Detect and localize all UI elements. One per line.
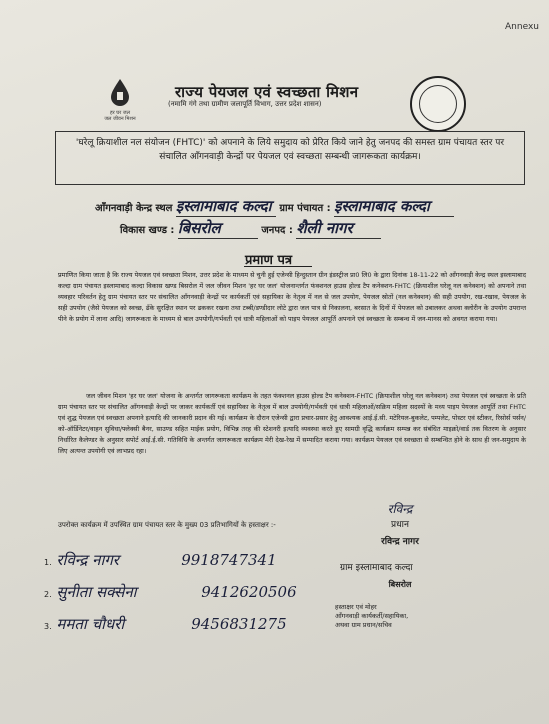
district-label: जनपद :	[261, 225, 293, 236]
anganwadi-value: इस्लामाबाद कल्दा	[176, 196, 276, 217]
certificate-paragraph-2: जल जीवन मिशन 'हर घर जल' योजना के अन्तर्गत जागरूकता कार्यक्रम के तहत फंक्शनल हाउस होल्ड टैप कनेक्शन-FHTC (क्रियाशील घरेलू नल कनेक्शन) तथा पेयजल एवं स्वच्छता के प्रति ग्राम पंचायत स्तर पर संचालित आँगनवाड़ी केन्द्रों पर जाकर कार्यकर्ती एवं सहायिका के नेतृत्व में बाल उपयोगी/गर्भवती एवं धात्री महिलाओं/सक्रिय महिला सदस्यों के मध्य पाइप पेयजल आपूर्ति तथा FHTC एवं शुद्ध पेयजल एवं स्वच्छता अपनाने इत्यादि की जानकारी प्रदान की गई। कार्यक्रम के दौरान एजेन्सी द्वारा प्रचार-प्रसार हेतु आवश्यक आई.ई.सी. मटेरियल-बुकलेट, पम्पलेट, पोस्टर एवं स्टीकर, रिसोर्स पर्सन/को-ऑर्डिनेटर/वाहन सुविधा/फ्लेक्सी बैनर, साउण्ड सहित माईक प्रयोग, विभिन्न तरह की स्टेशनरी इत्यादि व्यवस्था करते हुए सामग्री वृद्धि कार्यक्रम सम्पन्न कर संबंधित माइक्रो/वार्ड तक वितरण के अनुसार निर्धारित कैलेण्डर के अनुसार सपोर्ट आई.ई.सी. गतिविधि के अन्तर्गत जागरूकता कार्यक्रम मेरी देख-रेख में सम्पादित कराया गया। कार्यक्रम पेयजल एवं स्वच्छता से सम्बन्धित होने के साथ ही जन-समुदाय के लिए अत्यन्त उपयोगी एवं लाभप्रद रहा।	[58, 392, 527, 455]
pradhan-name: रविन्द्र नागर	[381, 537, 419, 547]
participant-number: 3.	[44, 622, 52, 631]
stamp-text: बिसरोल	[388, 580, 412, 589]
participant-number: 1.	[44, 558, 52, 567]
pradhan-role: प्रधान	[391, 520, 409, 530]
certificate-paragraph-1: प्रमाणित किया जाता है कि राज्य पेयजल एवं स्वच्छता मिशन, उत्तर प्रदेश के माध्यम से चुनी हुई एजेन्सी हिन्दुस्तान ग्रीन इंडस्ट्रीज प्रा0 लि0 के द्वारा दिनांक 18-11-22 को आँगनवाड़ी केन्द्र स्थल इस्लामाबाद कल्दा ग्राम पंचायत इस्लामाबाद कल्दा विकास खण्ड बिसरोल में जल जीवन मिशन 'हर घर जल' योजनान्तर्गत फंक्शनल हाउस होल्ड टैप कनेक्शन-FHTC (क्रियाशील घरेलू नल कनेक्शन) को अपनाने तथा व्यवहार परिवर्तन हेतु ग्राम पंचायत स्तर पर संचालित आँगनवाड़ी केन्द्रों पर कार्यकर्ती एवं सहायिका के नेतृत्व में नल से जल उपयोग, पेयजल स्रोतों (नल कनेक्शन) की सही उपयोग, रख-रखाव, पेयजल के सही उपयोग (जैसे पेयजल को स्वच्छ, ढँके सुरक्षित स्थान पर ढककर रखना तथा टब्बी/डण्डीदार लोटे द्वारा जल पात्र से निकालना, बरसात के दिनों में पेयजल को उबालकर अथवा क्लोरीन के उपयोग उपरान्त पीने के प्रयोग में लाना आदि) जागरूकता के माध्यम से बाल उपयोगी/गर्भवती एवं धात्री महिलाओं को पाइप पेयजल आपूर्ति अपनाने एवं स्वच्छता के सम्बन्ध में जन-मानस को अवगत कराया गया।	[58, 271, 526, 323]
program-title-box: 'घरेलू क्रियाशील नल संयोजन (FHTC)' को अपनाने के लिये समुदाय को प्रेरित किये जाने हेतु जनपद की समस्त ग्राम पंचायत स्तर पर संचालित आँगनवाड़ी केन्द्रों पर पेयजल एवं स्वच्छता सम्बन्धी जागरूकता कार्यक्रम।	[55, 131, 525, 185]
logo-caption: हर घर जल जल जीवन मिशन	[104, 110, 136, 122]
mission-title: राज्य पेयजल एवं स्वच्छता मिशन	[175, 83, 359, 101]
panchayat-value: इस्लामाबाद कल्दा	[334, 196, 454, 217]
heading-underline	[244, 266, 312, 267]
participant-row	[44, 582, 297, 602]
participants-intro: उपरोक्त कार्यक्रम में उपस्थित ग्राम पंचायत स्तर के मुख्य 03 प्रतिभागियों के हस्ताक्षर :-	[58, 521, 276, 529]
water-drop-icon	[109, 78, 131, 106]
anganwadi-label: आँगनवाड़ी केन्द्र स्थल	[95, 203, 173, 214]
jal-jeevan-logo	[100, 78, 140, 122]
participant-name: सुनीता सक्सेना	[56, 583, 137, 601]
participant-phone: 9918747341	[181, 551, 277, 569]
anganwadi-row	[95, 196, 454, 217]
pradhan-signature-scribble: रविन्द्र	[387, 502, 413, 516]
panchayat-label: ग्राम पंचायत :	[279, 203, 331, 214]
signature-line-1: हस्ताक्षर एवं मोहर	[335, 603, 377, 611]
signature-line-3: अथवा ग्राम प्रधान/सचिव	[335, 621, 392, 629]
pradhan-village: ग्राम इस्लामाबाद कल्दा	[340, 563, 413, 573]
participant-name: रविन्द्र नागर	[56, 551, 119, 569]
participant-row	[44, 550, 277, 570]
participant-number: 2.	[44, 590, 52, 599]
participant-phone: 9456831275	[191, 615, 287, 633]
mission-subtitle: (नमामि गंगे तथा ग्रामीण जलापूर्ति विभाग, उत्तर प्रदेश शासन)	[168, 100, 322, 108]
up-government-seal	[410, 76, 466, 132]
block-row	[120, 218, 381, 239]
block-value: बिसरोल	[178, 218, 258, 239]
annexure-label: Annexu	[505, 22, 539, 32]
certificate-heading: प्रमाण पत्र	[245, 253, 293, 268]
block-label: विकास खण्ड :	[120, 225, 175, 236]
participant-row	[44, 614, 287, 634]
pradhan-signature-block	[345, 500, 455, 547]
seal-emblem-icon	[419, 85, 457, 123]
anganwadi-signature-block	[335, 580, 465, 630]
participant-phone: 9412620506	[201, 583, 297, 601]
signature-line-2: आँगनवाड़ी कार्यकर्ती/सहायिका,	[335, 612, 409, 620]
district-value: शैली नागर	[296, 218, 381, 239]
participant-name: ममता चौधरी	[56, 615, 125, 633]
